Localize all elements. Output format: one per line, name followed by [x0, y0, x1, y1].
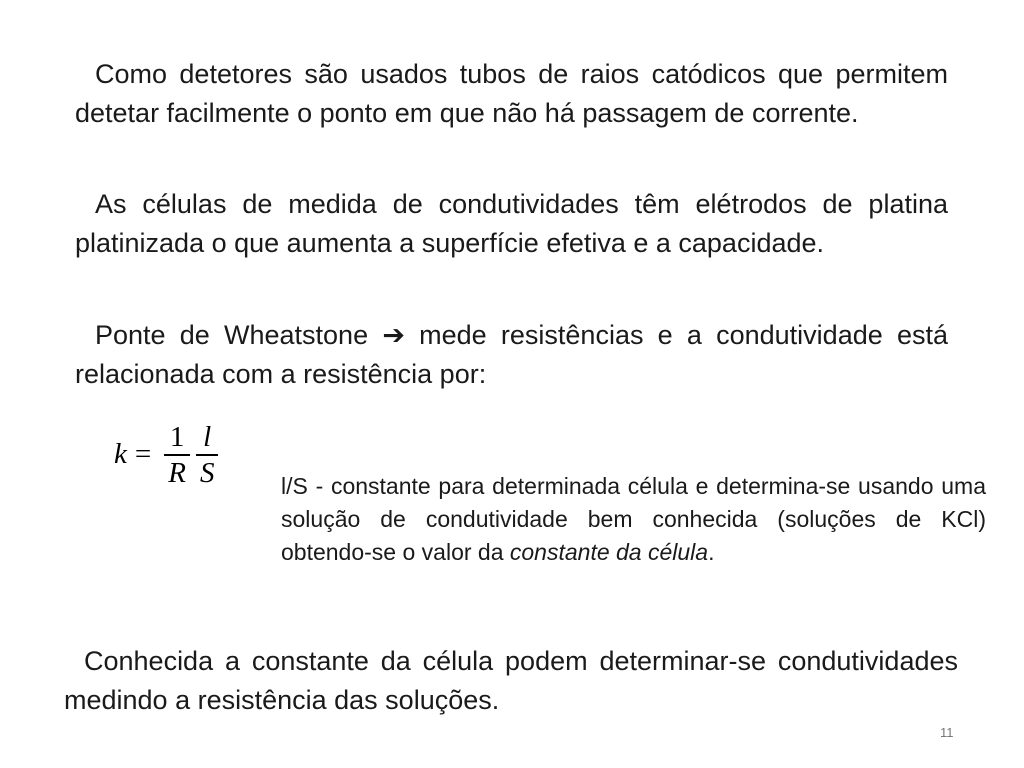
- cell-constant-note: [281, 470, 986, 569]
- cell-constant-note-end: .: [708, 539, 715, 565]
- paragraph-wheatstone: [75, 316, 948, 393]
- fraction-2-numerator: l: [203, 421, 212, 453]
- fraction-1-numerator: 1: [169, 421, 185, 453]
- cell-constant-emphasis: constante da célula: [509, 539, 709, 565]
- conductivity-formula: [114, 420, 221, 490]
- fraction-1-denominator: R: [168, 456, 186, 489]
- formula-fraction-2: [196, 420, 219, 490]
- formula-fraction-1: [164, 420, 190, 490]
- paragraph-cells: [75, 185, 948, 262]
- paragraph-wheatstone-rest: mede resistências e a condutividade está relacionada com a resistência por:: [75, 320, 948, 389]
- fraction-2-denominator: S: [199, 456, 215, 489]
- page-number: 11: [940, 725, 954, 740]
- cell-constant-note-text: l/S - constante para determinada célula e determina-se usando uma solução de condutividade bem conhecida (soluções de KCl) obtendo-se o valor da: [281, 473, 986, 565]
- paragraph-detectors-text: Como detetores são usados tubos de raios catódicos que permitem detetar facilmente o ponto em que não há passagem de corrente.: [75, 59, 948, 128]
- formula-equals: =: [134, 438, 152, 471]
- paragraph-cells-text: As células de medida de condutividades têm elétrodos de platina platinizada o que aumenta a superfície efetiva e a capacidade.: [75, 189, 948, 258]
- paragraph-conclusion: [64, 642, 958, 719]
- arrow-icon: ➔: [382, 320, 405, 350]
- formula-k: k: [114, 438, 127, 471]
- paragraph-detectors: [75, 55, 948, 132]
- paragraph-conclusion-text: Conhecida a constante da célula podem determinar-se condutividades medindo a resistência das soluções.: [64, 646, 958, 715]
- paragraph-wheatstone-lead: Ponte de Wheatstone: [95, 320, 369, 350]
